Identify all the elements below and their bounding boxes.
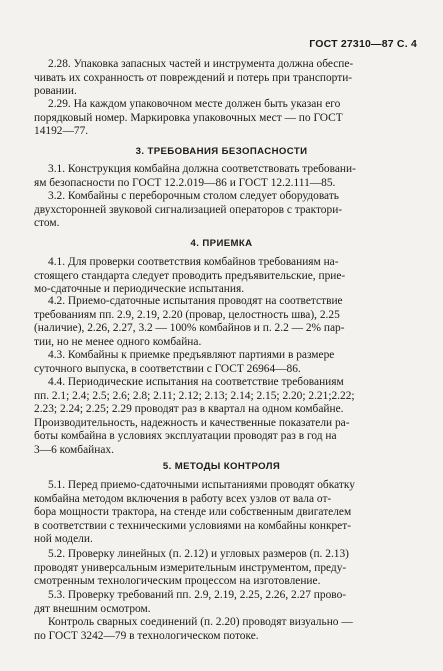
text-line: Производительность, надежность и качественные показатели ра- [34, 416, 350, 429]
paragraph-2-29 [34, 98, 410, 139]
text-line: 14192—77. [34, 125, 89, 138]
text-line: стом. [34, 217, 60, 230]
text-line: 4.2. Приемо-сдаточные испытания проводят на соответствие [48, 295, 343, 307]
text-line: проводят универсальным измерительным инструментом, преду- [34, 561, 347, 574]
text-line: бора мощности трактора, на стенде или собственным двигателем [34, 506, 352, 519]
text-line: 3—6 комбайнах. [34, 443, 114, 456]
text-line: стоящего стандарта следует проводить предъявительские, прие- [34, 269, 346, 282]
paragraph-5-3-note [34, 616, 410, 643]
text-line: (наличие), 2.26, 2.27, 3.2 — 100% комбайнов и п. 2.2 — 2% пар- [34, 322, 345, 335]
text-line: 5.3. Проверку требований пп. 2.9, 2.19, 2.25, 2.26, 2.27 прово- [48, 589, 347, 601]
text-line: 5.2. Проверку линейных (п. 2.12) и угловых размеров (п. 2.13) [48, 548, 349, 560]
section-title: 5. МЕТОДЫ КОНТРОЛЯ [162, 461, 281, 472]
paragraph-5-3 [34, 589, 410, 616]
text-line: 4.4. Периодические испытания на соответствие требованиям [48, 376, 344, 388]
text-line: Контроль сварных соединений (п. 2.20) проводят визуально — [48, 616, 353, 628]
text-line: пп. 2.1; 2.4; 2.5; 2.6; 2.8; 2.11; 2.12; 2.13; 2.14; 2.15; 2.20; 2.21;2.22; [34, 389, 355, 402]
text-line: 2.23; 2.24; 2.25; 2.29 проводят раз в квартал на одном комбайне. [34, 403, 344, 416]
text-line: 3.2. Комбайны с переборочным столом следует оборудовать [48, 190, 339, 202]
text-line: 2.28. Упаковка запасных частей и инструмента должна обеспе- [48, 58, 354, 70]
paragraph-4-3 [34, 349, 410, 376]
text-line: суточного выпуска, в соответствии с ГОСТ 26964—86. [34, 362, 301, 375]
text-line: смотренным технологическим процессом на изготовление. [34, 575, 321, 588]
text-line: тии, но не менее одного комбайна. [34, 335, 202, 348]
text-line: порядковый номер. Маркировка упаковочных мест — по ГОСТ [34, 111, 343, 124]
text-line: по ГОСТ 3242—79 в технологическом потоке. [34, 629, 259, 642]
paragraph-5-2 [34, 548, 410, 589]
text-line: 4.3. Комбайны к приемке предъявляют партиями в размере [48, 349, 335, 361]
text-line: 3.1. Конструкция комбайна должна соответствовать требовани- [48, 163, 356, 175]
text-line: мо-сдаточные и периодические испытания. [34, 283, 245, 296]
paragraph-4-2 [34, 295, 410, 349]
text-line: ной модели. [34, 533, 93, 546]
text-line: требованиям пп. 2.9, 2.19, 2.20 (провар, целостность шва), 2.25 [34, 308, 340, 321]
text-line: дят внешним осмотром. [34, 602, 151, 615]
section-title: 4. ПРИЕМКА [190, 238, 253, 249]
text-line: комбайна методом включения в работу всех узлов от вала от- [34, 492, 332, 505]
text-line: в соответствии с техническими условиями на комбайны конкрет- [34, 519, 351, 532]
text-line: 4.1. Для проверки соответствия комбайнов требованиям на- [48, 256, 339, 268]
text-line: 2.29. На каждом упаковочном месте должен быть указан его [48, 98, 341, 110]
text-line: боты комбайна в условиях эксплуатации проводят раз в год на [34, 430, 337, 443]
paragraph-2-28 [34, 58, 410, 99]
text-line: ям безопасности по ГОСТ 12.2.019—86 и ГОСТ 12.2.111—85. [34, 176, 336, 189]
text-line: 5.1. Перед приемо-сдаточными испытаниями проводят обкатку [48, 479, 355, 491]
paragraph-3-1 [34, 163, 410, 190]
section-title: 3. ТРЕБОВАНИЯ БЕЗОПАСНОСТИ [135, 146, 308, 157]
paragraph-5-1 [34, 479, 410, 547]
text-line: чивать их сохранность от повреждений и потерь при транспорти- [34, 71, 353, 84]
paragraph-4-1 [34, 256, 410, 297]
text-line: ровании. [34, 85, 77, 98]
text-line: двухсторонней звуковой сигнализацией операторов с трактори- [34, 203, 343, 216]
page-header: ГОСТ 27310—87 С. 4 [309, 38, 417, 50]
paragraph-4-4 [34, 376, 410, 458]
paragraph-3-2 [34, 190, 410, 231]
